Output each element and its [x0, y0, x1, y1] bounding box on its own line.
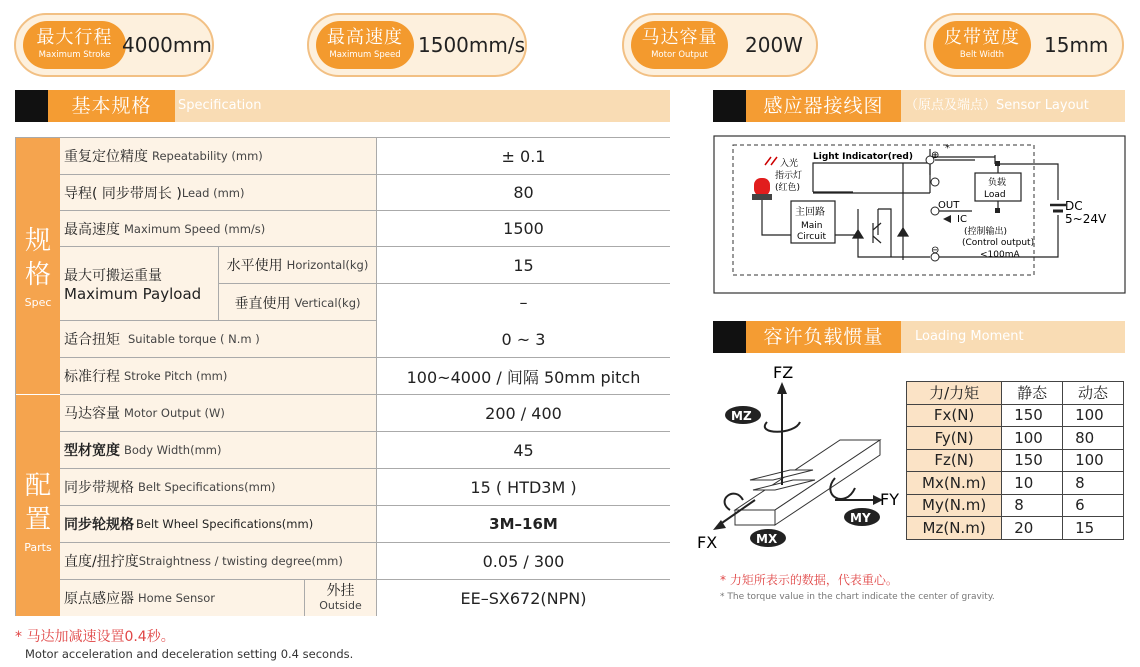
- payload-vertical-value: –: [376, 284, 670, 321]
- pill-value: 15mm: [1044, 33, 1109, 57]
- table-row: [907, 427, 1124, 450]
- static-cell: 150: [1002, 449, 1063, 472]
- pill-tag: [316, 21, 414, 69]
- home-sensor-sub: [304, 580, 376, 616]
- main-circuit-en2: Circuit: [797, 232, 826, 242]
- section-header-spec: [15, 90, 670, 122]
- table-row: [60, 175, 670, 211]
- section-subtitle: （原点及端点）Sensor Layout: [905, 98, 1089, 113]
- static-cell: 10: [1002, 472, 1063, 495]
- terminal-mid: [931, 178, 939, 186]
- pill-tag: [631, 21, 728, 69]
- row-label: [60, 395, 225, 431]
- label-zh: 同步带规格: [64, 480, 134, 496]
- label-zh: 型材宽度: [64, 443, 120, 459]
- row-value: ± 0.1: [376, 138, 670, 174]
- fx-label: FX: [697, 533, 718, 552]
- row-label: [60, 175, 245, 210]
- table-row: [60, 138, 670, 175]
- header-block: [15, 90, 48, 122]
- table-row: [907, 472, 1124, 495]
- loading-moment-figure: [695, 360, 905, 555]
- pill-label: 马达容量: [641, 27, 718, 48]
- fz-label: FZ: [773, 363, 794, 382]
- my-label: MY: [850, 511, 871, 525]
- table-row: [907, 449, 1124, 472]
- plus-symbol: ⊕: [931, 150, 940, 161]
- section-title: 感应器接线图: [746, 90, 901, 122]
- label-en: Body Width(mm): [124, 443, 222, 457]
- pill-label: 最高速度: [327, 27, 403, 48]
- dynamic-cell: 100: [1063, 404, 1124, 427]
- section-header-sensor: [713, 90, 1125, 122]
- force-cell: Fz(N): [907, 449, 1002, 472]
- row-label: [60, 543, 343, 579]
- dc-voltage: 5~24V: [1065, 212, 1107, 226]
- header-block: [713, 90, 746, 122]
- side-char: 配: [24, 471, 51, 501]
- lamp-label-3: (红色): [775, 183, 801, 193]
- row-label: [60, 247, 218, 320]
- lamp-label-1: 入光: [780, 159, 799, 169]
- pill-label: 最大行程: [36, 27, 113, 48]
- side-label-parts: [16, 395, 60, 616]
- table-row: [60, 543, 670, 580]
- table-header-row: [907, 382, 1124, 405]
- header-cell: 动态: [1063, 382, 1124, 405]
- label-en: Stroke Pitch (mm): [124, 369, 228, 383]
- label-zh: 重复定位精度: [64, 149, 148, 165]
- row-label: [60, 211, 265, 246]
- main-circuit-en1: Main: [801, 221, 823, 231]
- mz-label: MZ: [731, 409, 752, 423]
- spec-pill-belt: [924, 13, 1124, 77]
- mx-label: MX: [756, 532, 778, 546]
- row-value: 0 ~ 3: [376, 321, 670, 357]
- row-value: 45: [376, 432, 670, 468]
- label-zh: 原点感应器: [64, 591, 134, 607]
- table-row: [60, 469, 670, 506]
- accel-note-en: Motor acceleration and deceleration setting 0.4 seconds.: [25, 647, 354, 661]
- pill-value: 200W: [745, 33, 803, 57]
- static-cell: 20: [1002, 517, 1063, 540]
- label-zh: 直度/扭拧度: [64, 554, 139, 570]
- label-zh: 适合扭矩: [64, 332, 120, 348]
- label-zh: 外挂: [326, 583, 355, 599]
- table-row: [60, 395, 670, 432]
- pill-tag: [933, 21, 1031, 69]
- torque-note-en: * The torque value in the chart indicate the center of gravity.: [720, 592, 995, 602]
- static-cell: 150: [1002, 404, 1063, 427]
- fy-label: FY: [880, 490, 899, 509]
- static-cell: 8: [1002, 494, 1063, 517]
- my-badge: [844, 508, 880, 526]
- junction-dot: [995, 208, 1000, 213]
- table-row: [907, 494, 1124, 517]
- dynamic-cell: 100: [1063, 449, 1124, 472]
- junction-dot: [995, 161, 1000, 166]
- dynamic-cell: 8: [1063, 472, 1124, 495]
- side-char: 规: [24, 226, 51, 256]
- table-row: [60, 506, 670, 543]
- label-zh: 马达容量: [64, 406, 120, 422]
- label-en: Vertical(kg): [294, 295, 361, 310]
- label-en: Home Sensor: [138, 591, 216, 605]
- table-row: [60, 321, 670, 358]
- label-en: Belt Wheel Specifications(mm): [136, 517, 314, 531]
- main-circuit-zh: 主回路: [795, 207, 825, 218]
- out-label: OUT: [938, 200, 960, 211]
- pill-sublabel: Maximum Stroke: [38, 50, 111, 60]
- section-header-moment: [713, 321, 1125, 353]
- header-cell: 力/力矩: [907, 382, 1002, 405]
- section-title: 基本规格: [48, 90, 175, 122]
- force-cell: My(N.m): [907, 494, 1002, 517]
- dynamic-cell: 15: [1063, 517, 1124, 540]
- ic-label: IC: [957, 214, 967, 225]
- row-label: [60, 469, 276, 505]
- dynamic-cell: 6: [1063, 494, 1124, 517]
- label-en: Maximum Payload: [64, 284, 202, 303]
- force-cell: Fy(N): [907, 427, 1002, 450]
- label-zh: 最高速度: [64, 221, 120, 238]
- dc-label: DC: [1065, 199, 1083, 213]
- table-row: [60, 211, 670, 247]
- pill-tag: [23, 21, 126, 69]
- table-row: [907, 404, 1124, 427]
- row-label: [60, 358, 227, 394]
- row-value: 100~4000 / 间隔 50mm pitch: [376, 358, 670, 394]
- label-en: Straightness / twisting degree(mm): [138, 554, 343, 568]
- star-mark: *: [945, 143, 950, 154]
- dynamic-cell: 80: [1063, 427, 1124, 450]
- side-en: Parts: [24, 541, 52, 554]
- label-zh: 最大可搬运重量: [64, 267, 162, 284]
- load-zh: 负载: [988, 178, 1007, 188]
- label-en: Lead (mm): [181, 185, 245, 200]
- label-en: Maximum Speed (mm/s): [124, 221, 266, 236]
- side-char: 置: [24, 505, 51, 535]
- table-row-payload: [60, 247, 670, 321]
- pill-label: 皮带宽度: [944, 27, 1020, 48]
- force-cell: Mx(N.m): [907, 472, 1002, 495]
- header-block: [713, 321, 746, 353]
- minus-symbol: ⊖: [931, 245, 940, 256]
- table-row: [60, 580, 670, 616]
- label-zh: 导程( 同步带周长 ): [64, 185, 182, 202]
- row-label: [60, 580, 215, 616]
- accel-note-zh: * 马达加减速设置0.4秒。: [15, 629, 175, 645]
- payload-vertical-label: [218, 284, 376, 321]
- lamp-label-2: 指示灯: [775, 171, 803, 181]
- table-row: [60, 432, 670, 469]
- label-zh: 水平使用: [226, 258, 283, 274]
- spec-pill-speed: [307, 13, 527, 77]
- mz-badge: [725, 406, 761, 424]
- row-value: 1500: [376, 211, 670, 246]
- row-label: [60, 138, 263, 174]
- fz-arrow-icon: [777, 382, 787, 394]
- mx-badge: [750, 529, 786, 547]
- payload-horizontal-label: [218, 247, 376, 284]
- section-title: 容许负载惯量: [746, 321, 901, 353]
- label-en: Outside: [319, 599, 362, 612]
- row-value: 80: [376, 175, 670, 210]
- control-output-en: (Control output): [962, 238, 1035, 248]
- table-row: [907, 517, 1124, 540]
- side-label-spec: [16, 138, 60, 395]
- row-label: [60, 321, 260, 357]
- label-zh: 垂直使用: [234, 295, 291, 312]
- pill-value: 1500mm/s: [418, 33, 526, 57]
- label-en: Motor Output (W): [124, 406, 225, 420]
- label-en: Suitable torque ( N.m ): [128, 332, 260, 346]
- row-value: 3M–16M: [376, 506, 670, 542]
- torque-note-zh: * 力矩所表示的数据，代表重心。: [720, 573, 898, 587]
- pill-value: 4000mm: [122, 33, 212, 57]
- indicator-label: Light Indicator(red): [813, 152, 913, 162]
- table-row: [60, 358, 670, 395]
- row-label: [60, 432, 221, 468]
- control-output-max: <100mA: [980, 250, 1020, 260]
- header-cell: 静态: [1002, 382, 1063, 405]
- row-value: 15 ( HTD3M ): [376, 469, 670, 505]
- payload-horizontal-value: 15: [376, 247, 670, 284]
- label-en: Horizontal(kg): [286, 258, 369, 272]
- force-cell: Fx(N): [907, 404, 1002, 427]
- static-cell: 100: [1002, 427, 1063, 450]
- pill-sublabel: Motor Output: [651, 50, 708, 60]
- label-zh: 同步轮规格: [64, 517, 134, 533]
- pill-sublabel: Maximum Speed: [329, 50, 401, 60]
- row-label: [60, 506, 313, 542]
- load-en: Load: [984, 190, 1006, 200]
- side-en: Spec: [24, 296, 52, 309]
- side-char: 格: [24, 260, 51, 290]
- label-en: Belt Specifications(mm): [138, 480, 276, 494]
- row-value: 200 / 400: [376, 395, 670, 431]
- row-value: 0.05 / 300: [376, 543, 670, 579]
- section-subtitle: Loading Moment: [915, 329, 1024, 344]
- pill-sublabel: Belt Width: [959, 50, 1005, 60]
- sensor-wiring-diagram: [713, 135, 1126, 295]
- label-en: Repeatability (mm): [152, 149, 263, 163]
- spec-table: [15, 137, 670, 616]
- row-value: EE–SX672(NPN): [376, 580, 670, 616]
- spec-pill-motor: [622, 13, 818, 77]
- label-zh: 标准行程: [64, 369, 120, 385]
- control-output-zh: (控制输出): [964, 227, 1008, 237]
- force-cell: Mz(N.m): [907, 517, 1002, 540]
- spec-pill-stroke: [14, 13, 214, 77]
- load-moment-table: [906, 381, 1124, 540]
- section-subtitle: Specification: [178, 98, 262, 113]
